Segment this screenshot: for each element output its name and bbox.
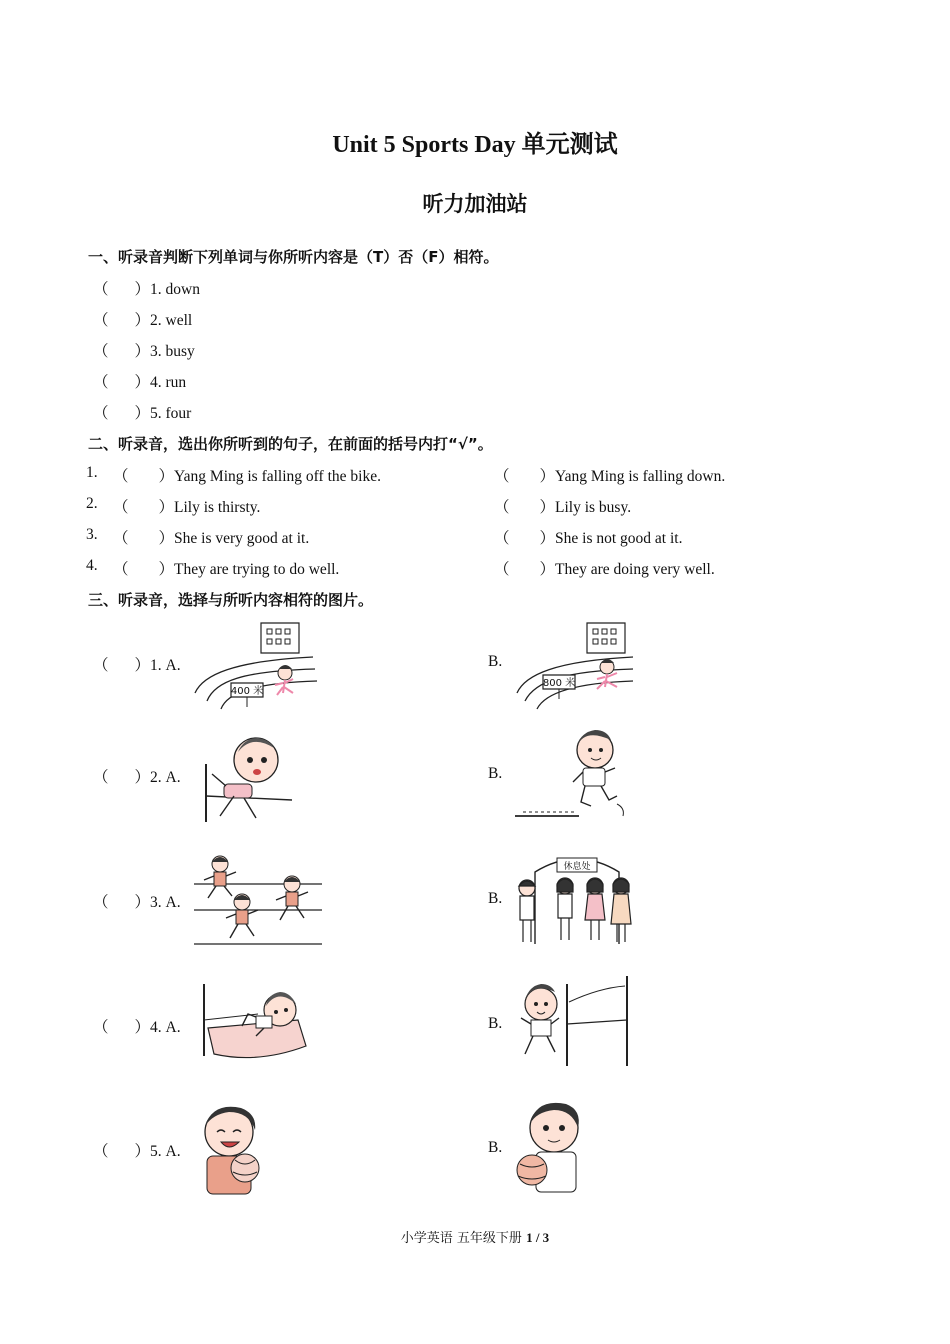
track-400m-picture bbox=[193, 617, 321, 709]
section2-item-num: 2. bbox=[86, 495, 98, 512]
girl-high-jump-fall-picture bbox=[200, 730, 296, 824]
section2-heading: 二、听录音，选出你所听到的句子，在前面的括号内打“√”。 bbox=[88, 435, 493, 453]
rest-area-sign-label: 休息处 bbox=[563, 862, 591, 872]
children-running-picture bbox=[194, 850, 322, 948]
page-footer: 小学英语 五年级下册 1 / 3 bbox=[400, 1230, 550, 1246]
section2-option-b: （ ）Lily is busy. bbox=[494, 499, 632, 516]
section1-item: （ ）2. well bbox=[93, 312, 193, 329]
section3-label: （ ）2. A. bbox=[93, 769, 181, 786]
section2-option-a: （ ）She is very good at it. bbox=[113, 530, 310, 547]
section3-heading: 三、听录音，选择与所听内容相符的图片。 bbox=[88, 591, 374, 609]
section3-label-b: B. bbox=[488, 653, 503, 670]
section2-option-a: （ ）Lily is thirsty. bbox=[113, 499, 261, 516]
page-title: Unit 5 Sports Day 单元测试 bbox=[332, 132, 618, 158]
boy-holding-ball-laughing-picture bbox=[193, 1098, 271, 1198]
section2-item-num: 4. bbox=[86, 557, 98, 574]
boy-high-jump-picture bbox=[515, 974, 639, 1068]
track-sign-label: 800 米 bbox=[542, 678, 576, 689]
section3-label: （ ）3. A. bbox=[93, 894, 181, 911]
section2-option-a: （ ）They are trying to do well. bbox=[113, 561, 340, 578]
section3-label-b: B. bbox=[488, 1139, 503, 1156]
section2-option-b: （ ）They are doing very well. bbox=[494, 561, 715, 578]
section3-label-b: B. bbox=[488, 765, 503, 782]
section3-label: （ ）5. A. bbox=[93, 1143, 181, 1160]
girl-high-jump-mat-picture bbox=[198, 980, 310, 1066]
section2-option-b: （ ）She is not good at it. bbox=[494, 530, 683, 547]
section1-item: （ ）5. four bbox=[93, 405, 192, 422]
section1-heading: 一、听录音判断下列单词与你所听内容是（T）否（F）相符。 bbox=[88, 248, 499, 266]
section1-item: （ ）3. busy bbox=[93, 343, 195, 360]
section1-item: （ ）4. run bbox=[93, 374, 187, 391]
section3-label-b: B. bbox=[488, 1015, 503, 1032]
track-sign-label: 400 米 bbox=[230, 686, 264, 697]
rest-area-picture bbox=[515, 848, 639, 948]
section3-label: （ ）4. A. bbox=[93, 1019, 181, 1036]
track-800m-picture bbox=[515, 617, 635, 709]
section2-option-b: （ ）Yang Ming is falling down. bbox=[494, 468, 726, 485]
boy-long-jump-picture bbox=[515, 728, 635, 824]
section2-option-a: （ ）Yang Ming is falling off the bike. bbox=[113, 468, 381, 485]
section3-label-b: B. bbox=[488, 890, 503, 907]
section1-item: （ ）1. down bbox=[93, 281, 200, 298]
section2-item-num: 3. bbox=[86, 526, 98, 543]
page-number: 1 / 3 bbox=[526, 1230, 550, 1245]
section2-item-num: 1. bbox=[86, 464, 98, 481]
section3-label: （ ）1. A. bbox=[93, 657, 181, 674]
section-subtitle: 听力加油站 bbox=[422, 192, 528, 216]
boy-holding-ball-picture bbox=[512, 1098, 594, 1196]
